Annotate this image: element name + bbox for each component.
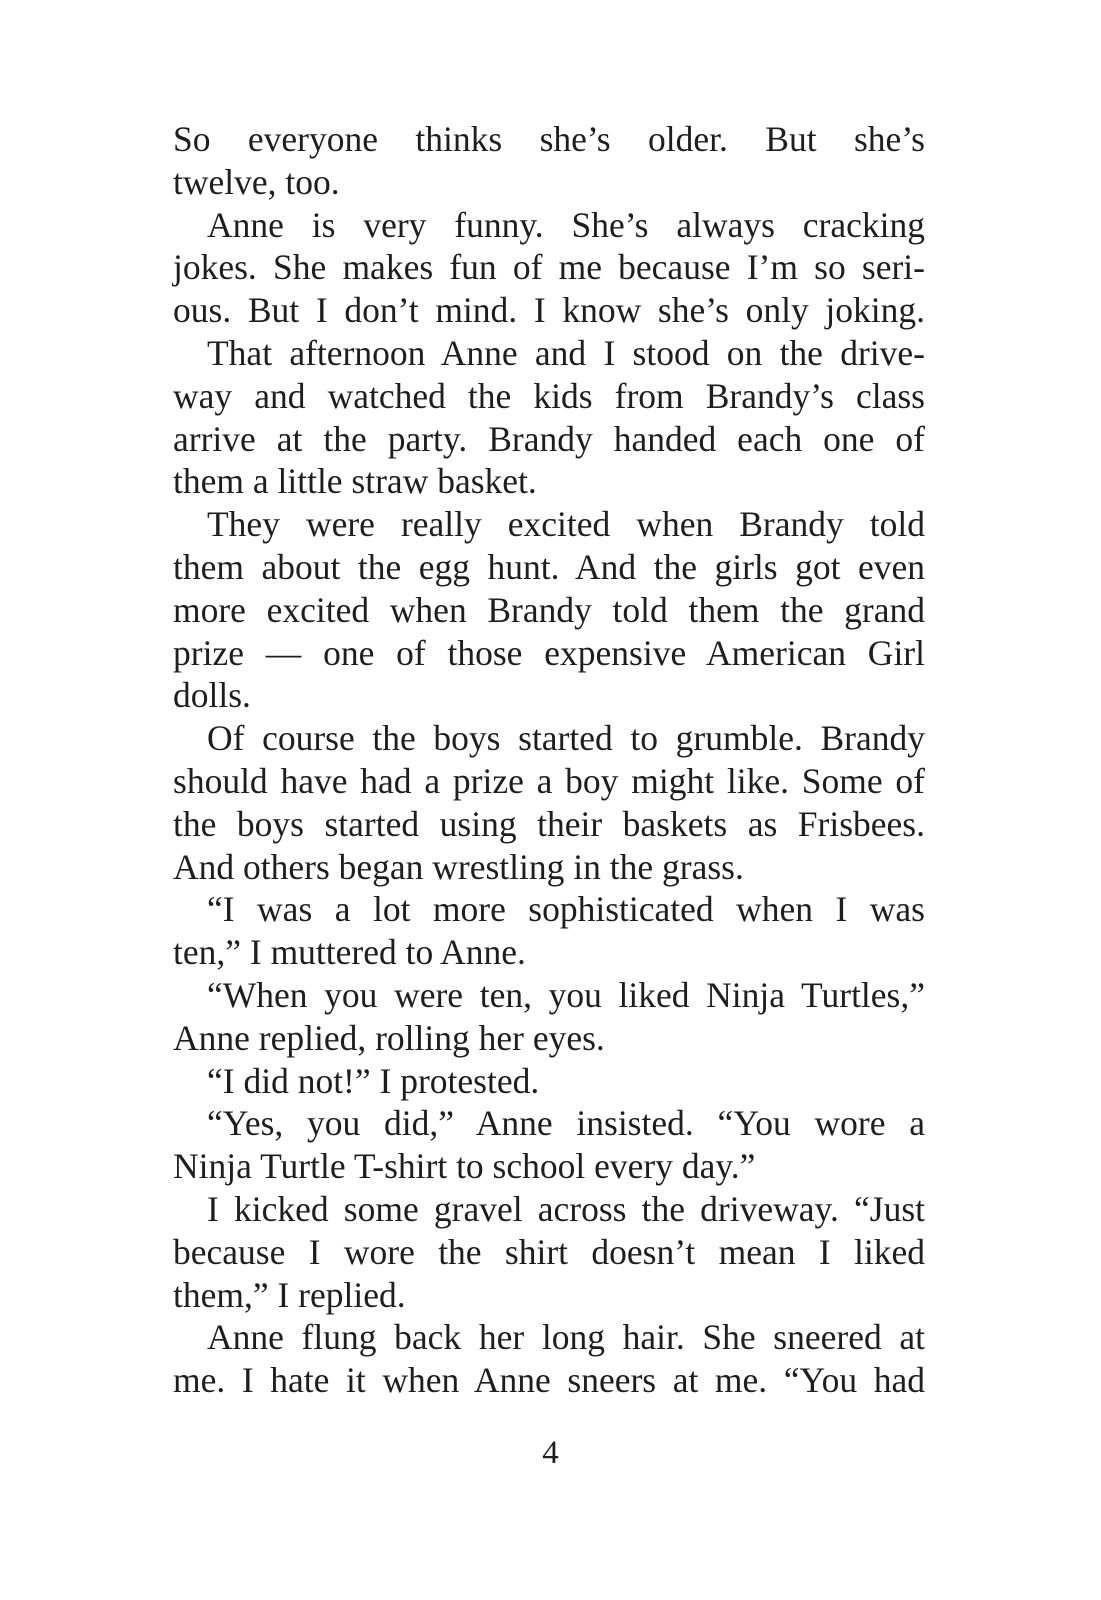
- text-line: “I was a lot more sophisticated when I was: [207, 889, 925, 930]
- text-line: “Yes, you did,” Anne insisted. “You wore a: [207, 1103, 925, 1144]
- body-text: [173, 118, 925, 1402]
- text-line: I kicked some gravel across the driveway. “Just: [207, 1188, 925, 1229]
- text-line: should have had a prize a boy might like. Some of: [173, 760, 925, 801]
- text-line: them,” I replied.: [173, 1274, 406, 1315]
- text-line: Of course the boys started to grumble. Brandy: [207, 718, 925, 759]
- text-line: arrive at the party. Brandy handed each one of: [173, 418, 925, 459]
- text-line: Anne is very funny. She’s always cracking: [207, 204, 925, 245]
- text-line: Anne flung back her long hair. She sneered at: [207, 1317, 925, 1358]
- text-line: Ninja Turtle T-shirt to school every day.”: [173, 1146, 756, 1187]
- text-line: dolls.: [173, 675, 251, 716]
- text-line: me. I hate it when Anne sneers at me. “You had: [173, 1360, 925, 1401]
- text-line: ous. But I don’t mind. I know she’s only joking.: [173, 290, 925, 331]
- text-line: That afternoon Anne and I stood on the drive-: [207, 332, 925, 373]
- text-line: more excited when Brandy told them the grand: [173, 589, 925, 630]
- text-line: because I wore the shirt doesn’t mean I liked: [173, 1231, 925, 1272]
- text-line: And others began wrestling in the grass.: [173, 846, 744, 887]
- text-line: ten,” I muttered to Anne.: [173, 932, 526, 973]
- text-line: way and watched the kids from Brandy’s class: [173, 375, 925, 416]
- text-line: Anne replied, rolling her eyes.: [173, 1017, 605, 1058]
- text-line: twelve, too.: [173, 161, 340, 202]
- page-number: 4: [542, 1435, 559, 1471]
- text-line: They were really excited when Brandy told: [207, 504, 925, 545]
- text-line: prize — one of those expensive American Girl: [173, 632, 925, 673]
- text-line: jokes. She makes fun of me because I’m so seri-: [173, 247, 925, 288]
- text-line: “I did not!” I protested.: [207, 1060, 540, 1101]
- text-line: So everyone thinks she’s older. But she’s: [173, 119, 925, 159]
- text-line: “When you were ten, you liked Ninja Turtles,”: [207, 974, 925, 1015]
- text-line: them a little straw basket.: [173, 461, 537, 502]
- text-line: them about the egg hunt. And the girls got even: [173, 546, 925, 587]
- text-line: the boys started using their baskets as Frisbees.: [173, 803, 925, 844]
